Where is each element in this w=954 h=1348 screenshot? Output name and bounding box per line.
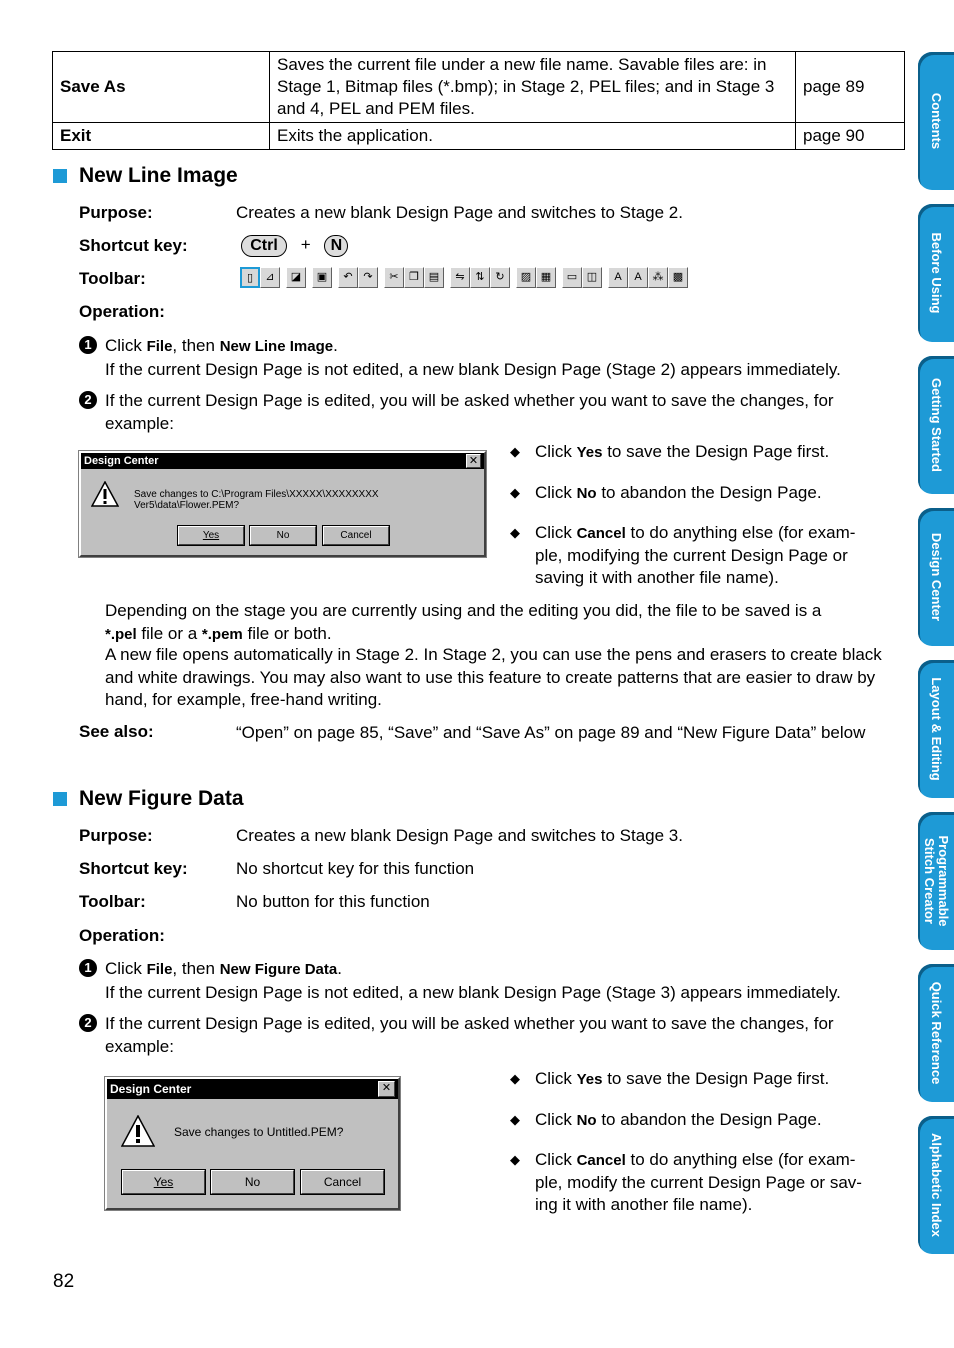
command-page: page 89 <box>796 52 905 123</box>
command-table <box>52 51 905 150</box>
see-also-text: “Open” on page 85, “Save” and “Save As” on page 89 and “New Figure Data” below <box>236 723 866 742</box>
menu-file: File <box>146 961 173 978</box>
undo-icon: ↶ <box>338 267 358 288</box>
dialog-message: Save changes to C:\Program Files\XXXXX\XXXXXXXX Ver5\data\Flower.PEM? <box>134 489 379 511</box>
command-description: Exits the application. <box>270 123 796 150</box>
copy-icon: ❐ <box>404 267 424 288</box>
page-number: 82 <box>53 1271 75 1292</box>
heading-text: New Figure Data <box>79 787 244 810</box>
redo-icon: ↷ <box>358 267 378 288</box>
list-item: ◆ Click Cancel to do anything else (for exam- ple, modifying the current Design Page or saving it with another file name). <box>510 523 856 587</box>
yes-button[interactable]: Yes <box>178 526 244 545</box>
dialog-titlebar <box>107 1079 398 1099</box>
diamond-bullet-icon: ◆ <box>510 1071 520 1086</box>
plus-sign: + <box>300 235 311 254</box>
step-number: 1 <box>79 336 97 354</box>
step-number: 1 <box>79 959 97 977</box>
purpose-label: Purpose: <box>79 203 153 222</box>
font-icon: A <box>608 267 628 288</box>
no-button[interactable]: No <box>250 526 316 545</box>
command-name: Exit <box>53 123 270 150</box>
stitch-icon: ▨ <box>516 267 536 288</box>
tab-contents[interactable]: Contents <box>918 52 954 190</box>
tab-quick-reference[interactable]: Quick Reference <box>918 964 954 1102</box>
list-item: ◆ Click Cancel to do anything else (for exam- ple, modify the current Design Page or sav- ing it with another file name). <box>510 1150 862 1214</box>
ctrl-key: Ctrl <box>241 235 287 257</box>
save-dialog <box>105 1077 400 1210</box>
cancel-button[interactable]: Cancel <box>301 1170 384 1194</box>
paragraph: Depending on the stage you are currently using and the editing you did, the file to be saved is a *.pel file or a *.pem file or both. <box>105 601 822 643</box>
save-icon: ▣ <box>312 267 332 288</box>
diamond-bullet-icon: ◆ <box>510 525 520 540</box>
close-icon[interactable]: ✕ <box>378 1081 395 1097</box>
toolbar-label: Toolbar: <box>79 892 146 911</box>
diamond-bullet-icon: ◆ <box>510 1112 520 1127</box>
shortcut-text: No shortcut key for this function <box>236 859 475 878</box>
step-number: 2 <box>79 391 97 409</box>
toolbar-label: Toolbar: <box>79 269 146 288</box>
table-row <box>53 52 905 123</box>
square-bullet-icon <box>53 169 67 183</box>
menu-item: New Figure Data <box>219 961 338 978</box>
tab-before-using[interactable]: Before Using <box>918 204 954 342</box>
command-page: page 90 <box>796 123 905 150</box>
mirror-icon: ⇋ <box>450 267 470 288</box>
section-heading <box>53 164 238 188</box>
step-number: 2 <box>79 1014 97 1032</box>
yes-button[interactable]: Yes <box>122 1170 205 1194</box>
preview-icon: ◫ <box>582 267 602 288</box>
step-1-text: Click File, then New Figure Data. If the current Design Page is not edited, a new blank Design Page (Stage 3) appears immediately. <box>105 959 841 1002</box>
table-row <box>53 123 905 150</box>
tab-layout-editing[interactable]: Layout & Editing <box>918 660 954 798</box>
step-2-text: If the current Design Page is edited, you will be asked whether you want to save the changes, for example: <box>105 391 834 433</box>
save-dialog <box>79 451 486 557</box>
list-item: ◆ Click Yes to save the Design Page first. <box>510 442 830 461</box>
close-icon[interactable]: ✕ <box>466 454 481 468</box>
menu-item: New Line Image <box>219 338 334 355</box>
purpose-text: Creates a new blank Design Page and switches to Stage 3. <box>236 826 683 845</box>
dialog-message: Save changes to Untitled.PEM? <box>174 1125 344 1139</box>
operation-label: Operation: <box>79 926 165 945</box>
dialog-titlebar <box>81 453 484 469</box>
square-bullet-icon <box>53 792 67 806</box>
diamond-bullet-icon: ◆ <box>510 485 520 500</box>
tab-design-center[interactable]: Design Center <box>918 508 954 646</box>
step-2-text: If the current Design Page is edited, you will be asked whether you want to save the changes, for example: <box>105 1014 834 1056</box>
section-heading <box>53 787 244 811</box>
new-page-icon: ▯ <box>240 267 260 288</box>
warning-icon <box>91 481 119 507</box>
font-style-icon: A <box>628 267 648 288</box>
list-item: ◆ Click Yes to save the Design Page first. <box>510 1069 830 1088</box>
heading-text: New Line Image <box>79 164 238 187</box>
command-description: Saves the current file under a new file name. Savable files are: in Stage 1, Bitmap files (*.bmp); in Stage 2, PEL files; and in Stage 3 and 4, PEL and PEM files. <box>270 52 796 123</box>
see-also-label: See also: <box>79 722 154 741</box>
purpose-label: Purpose: <box>79 826 153 845</box>
shortcut-label: Shortcut key: <box>79 859 188 878</box>
monitor-icon: ▭ <box>562 267 582 288</box>
diamond-bullet-icon: ◆ <box>510 1152 520 1167</box>
rotate-icon: ↻ <box>490 267 510 288</box>
paste-icon: ▤ <box>424 267 444 288</box>
shortcut-keys <box>241 235 348 257</box>
flip-icon: ⇅ <box>470 267 490 288</box>
tab-getting-started[interactable]: Getting Started <box>918 356 954 494</box>
command-name: Save As <box>53 52 270 123</box>
menu-file: File <box>146 338 173 355</box>
shortcut-label: Shortcut key: <box>79 236 188 255</box>
diamond-bullet-icon: ◆ <box>510 444 520 459</box>
fill-icon: ▩ <box>668 267 688 288</box>
n-key: N <box>324 235 348 257</box>
text-icon: ⁂ <box>648 267 668 288</box>
cancel-button[interactable]: Cancel <box>323 526 389 545</box>
tab-programmable-stitch-creator[interactable]: Programmable Stitch Creator <box>918 812 954 950</box>
cut-icon: ✂ <box>384 267 404 288</box>
dialog-title: Design Center <box>110 1082 192 1096</box>
tab-alphabetic-index[interactable]: Alphabetic Index <box>918 1116 954 1254</box>
warning-icon <box>121 1115 155 1147</box>
purpose-text: Creates a new blank Design Page and switches to Stage 2. <box>236 203 683 222</box>
list-item: ◆ Click No to abandon the Design Page. <box>510 483 822 502</box>
open-icon: ⊿ <box>260 267 280 288</box>
step-1-text: Click File, then New Line Image. If the current Design Page is not edited, a new blank Design Page (Stage 2) appears immediately. <box>105 336 841 379</box>
toolbar-text: No button for this function <box>236 892 430 911</box>
dialog-title: Design Center <box>84 455 159 467</box>
paragraph: A new file opens automatically in Stage 2. In Stage 2, you can use the pens and erasers to create black and white drawings. You may also want to use this feature to create patterns that are easier to draw by hand, for example, free-hand writing. <box>105 645 882 709</box>
list-item: ◆ Click No to abandon the Design Page. <box>510 1110 822 1129</box>
no-button[interactable]: No <box>211 1170 294 1194</box>
pattern-icon: ▦ <box>536 267 556 288</box>
import-icon: ◪ <box>286 267 306 288</box>
operation-label: Operation: <box>79 302 165 321</box>
toolbar-strip <box>240 267 688 288</box>
